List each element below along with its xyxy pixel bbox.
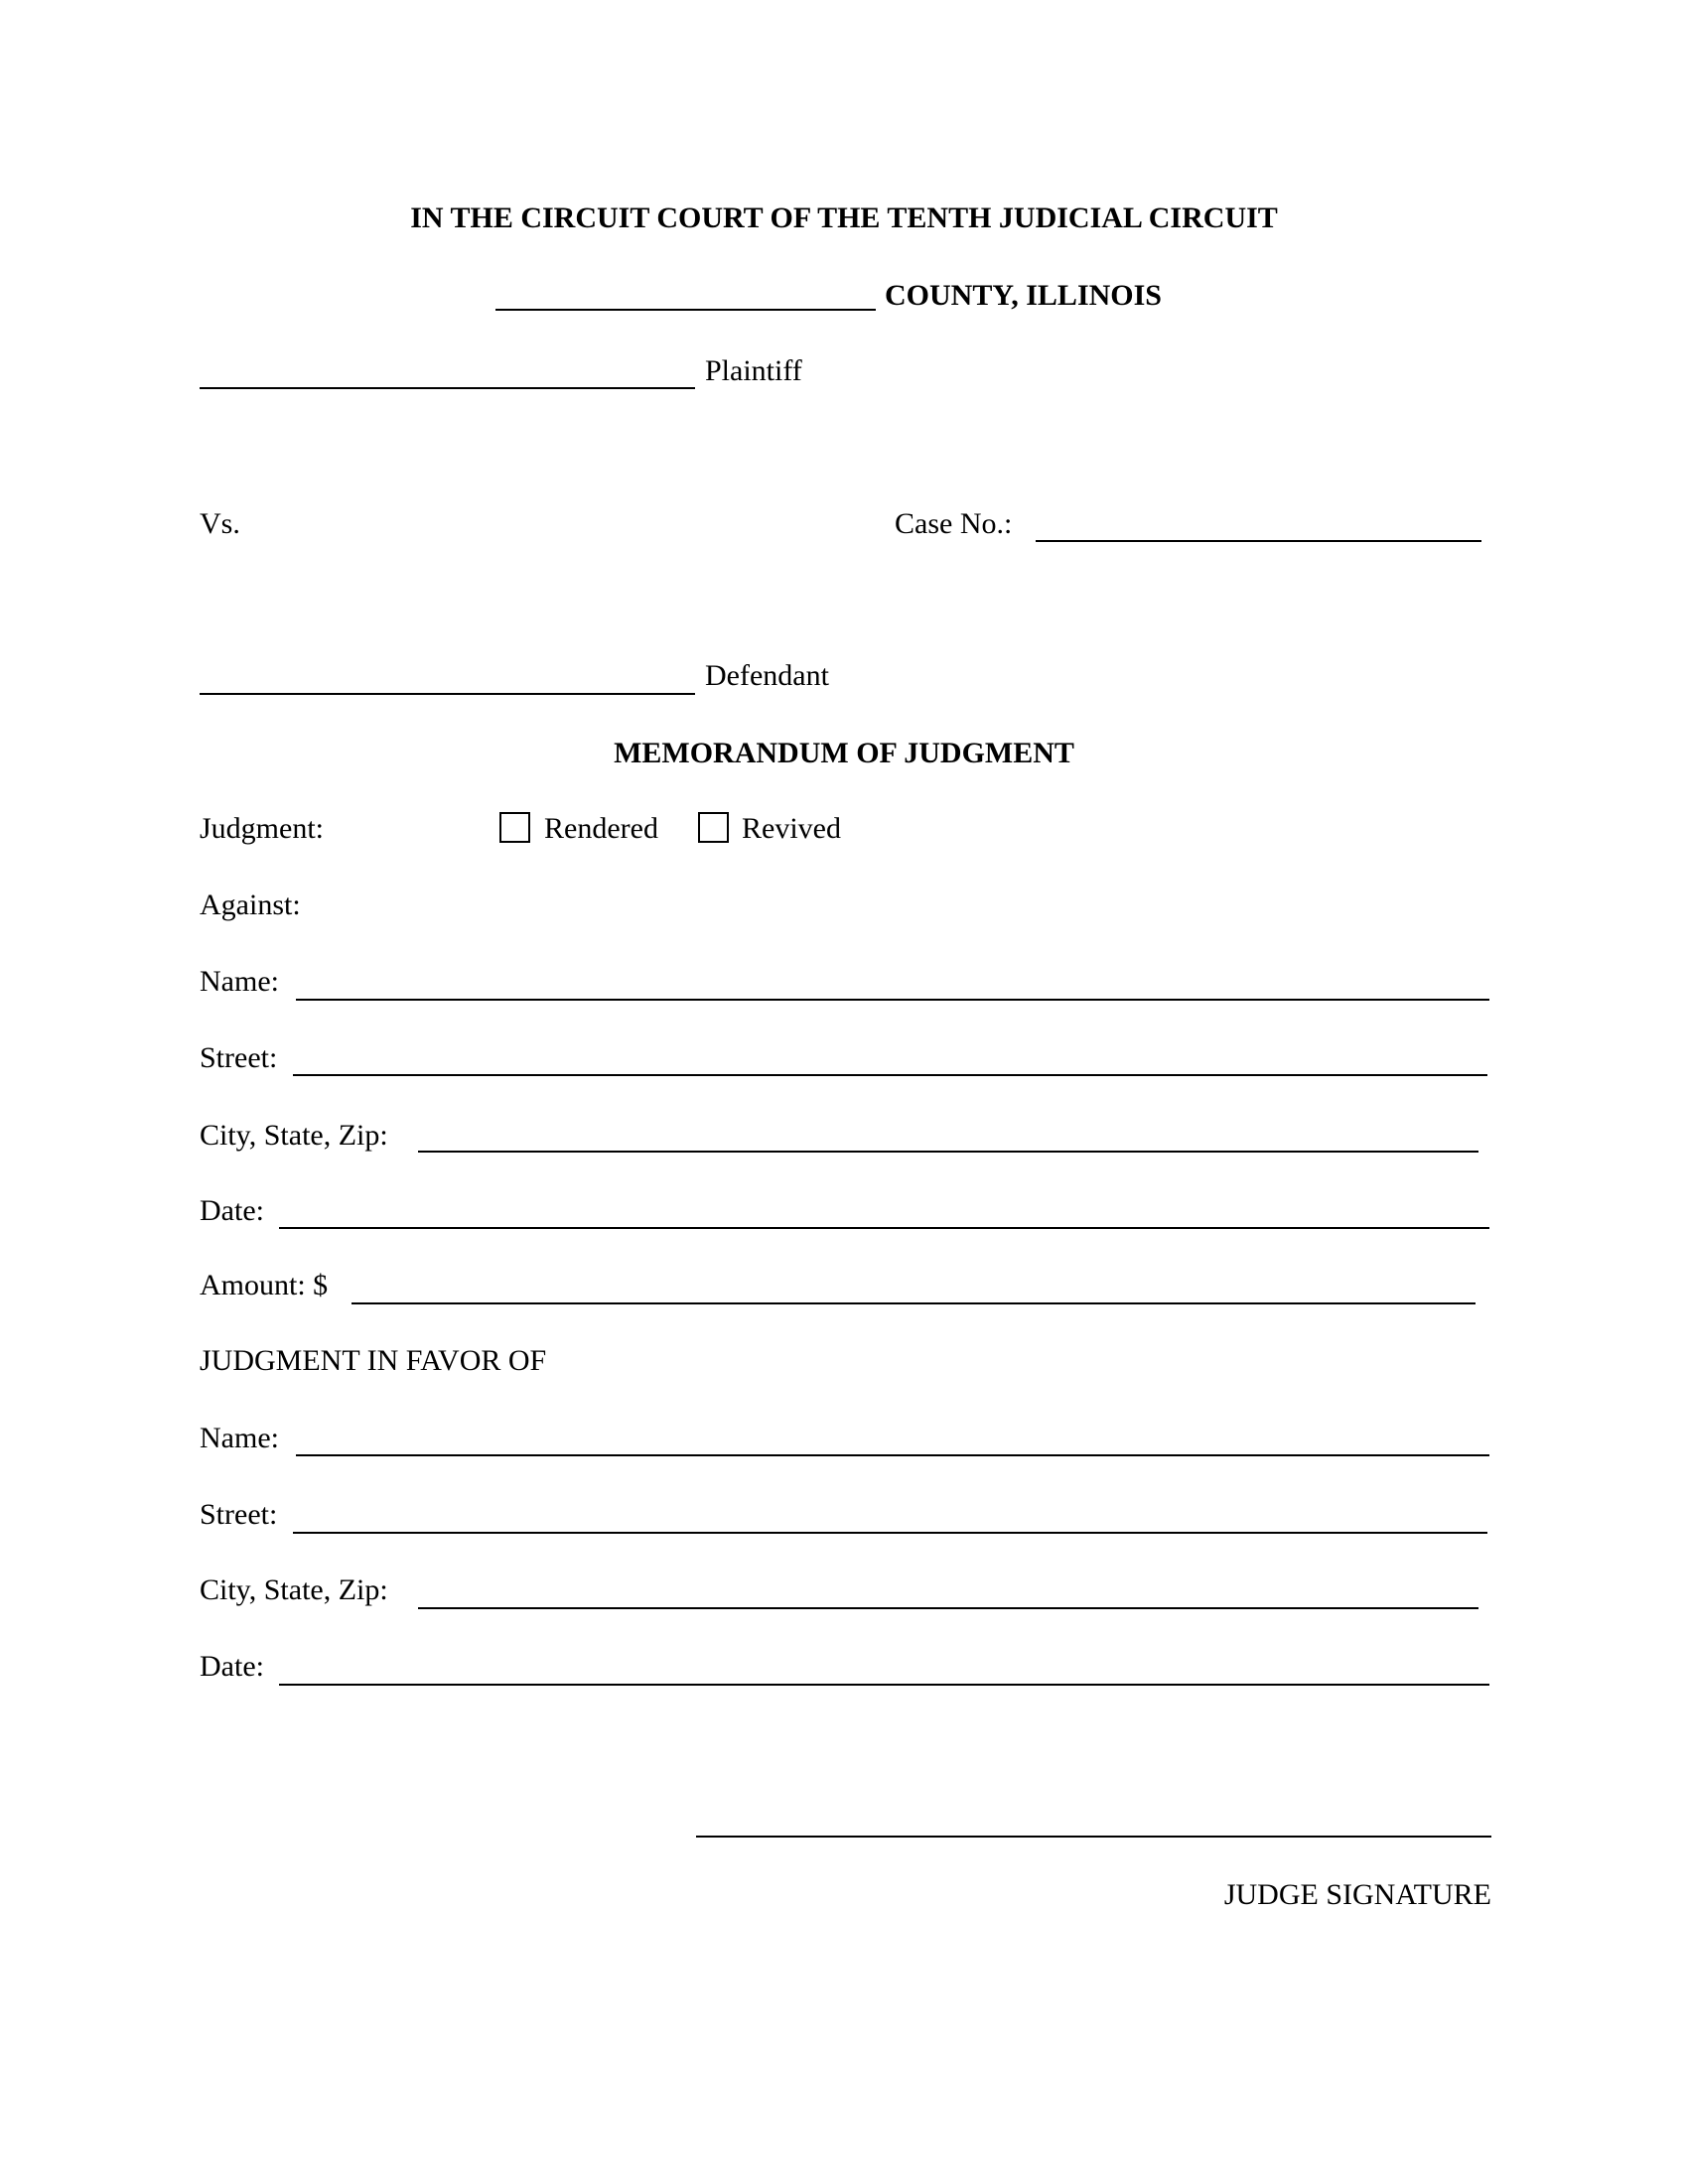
plaintiff-label: Plaintiff bbox=[705, 354, 802, 387]
against-heading: Against: bbox=[200, 888, 301, 921]
against-date-field[interactable] bbox=[279, 1227, 1489, 1229]
court-heading: IN THE CIRCUIT COURT OF THE TENTH JUDICIAL CIRCUIT bbox=[410, 202, 1278, 234]
favor-city-field[interactable] bbox=[418, 1607, 1478, 1609]
against-amount-label: Amount: $ bbox=[200, 1269, 329, 1301]
case-no-field[interactable] bbox=[1036, 540, 1481, 542]
favor-date-label: Date: bbox=[200, 1650, 264, 1683]
rendered-label: Rendered bbox=[544, 812, 658, 845]
defendant-field[interactable] bbox=[200, 693, 695, 695]
favor-name-field[interactable] bbox=[296, 1454, 1489, 1456]
against-amount-field[interactable] bbox=[352, 1302, 1476, 1304]
favor-city-label: City, State, Zip: bbox=[200, 1573, 388, 1606]
document-title: MEMORANDUM OF JUDGMENT bbox=[614, 737, 1074, 769]
against-street-field[interactable] bbox=[293, 1074, 1487, 1076]
favor-street-field[interactable] bbox=[293, 1532, 1487, 1534]
county-label: COUNTY, ILLINOIS bbox=[885, 279, 1162, 312]
county-field[interactable] bbox=[495, 309, 876, 311]
judge-signature-label: JUDGE SIGNATURE bbox=[1223, 1878, 1491, 1911]
against-street-label: Street: bbox=[200, 1041, 278, 1074]
favor-heading: JUDGMENT IN FAVOR OF bbox=[200, 1344, 547, 1377]
judgment-label: Judgment: bbox=[200, 812, 324, 845]
favor-street-label: Street: bbox=[200, 1498, 278, 1531]
rendered-checkbox[interactable] bbox=[499, 812, 530, 843]
case-no-label: Case No.: bbox=[895, 507, 1013, 540]
against-name-label: Name: bbox=[200, 965, 279, 998]
judge-signature-field[interactable] bbox=[696, 1836, 1491, 1838]
revived-label: Revived bbox=[742, 812, 841, 845]
plaintiff-field[interactable] bbox=[200, 387, 695, 389]
vs-label: Vs. bbox=[200, 507, 240, 540]
revived-checkbox[interactable] bbox=[698, 812, 729, 843]
against-name-field[interactable] bbox=[296, 999, 1489, 1001]
against-city-field[interactable] bbox=[418, 1151, 1478, 1153]
defendant-label: Defendant bbox=[705, 659, 829, 692]
favor-name-label: Name: bbox=[200, 1422, 279, 1454]
favor-date-field[interactable] bbox=[279, 1684, 1489, 1686]
against-date-label: Date: bbox=[200, 1194, 264, 1227]
against-city-label: City, State, Zip: bbox=[200, 1119, 388, 1152]
